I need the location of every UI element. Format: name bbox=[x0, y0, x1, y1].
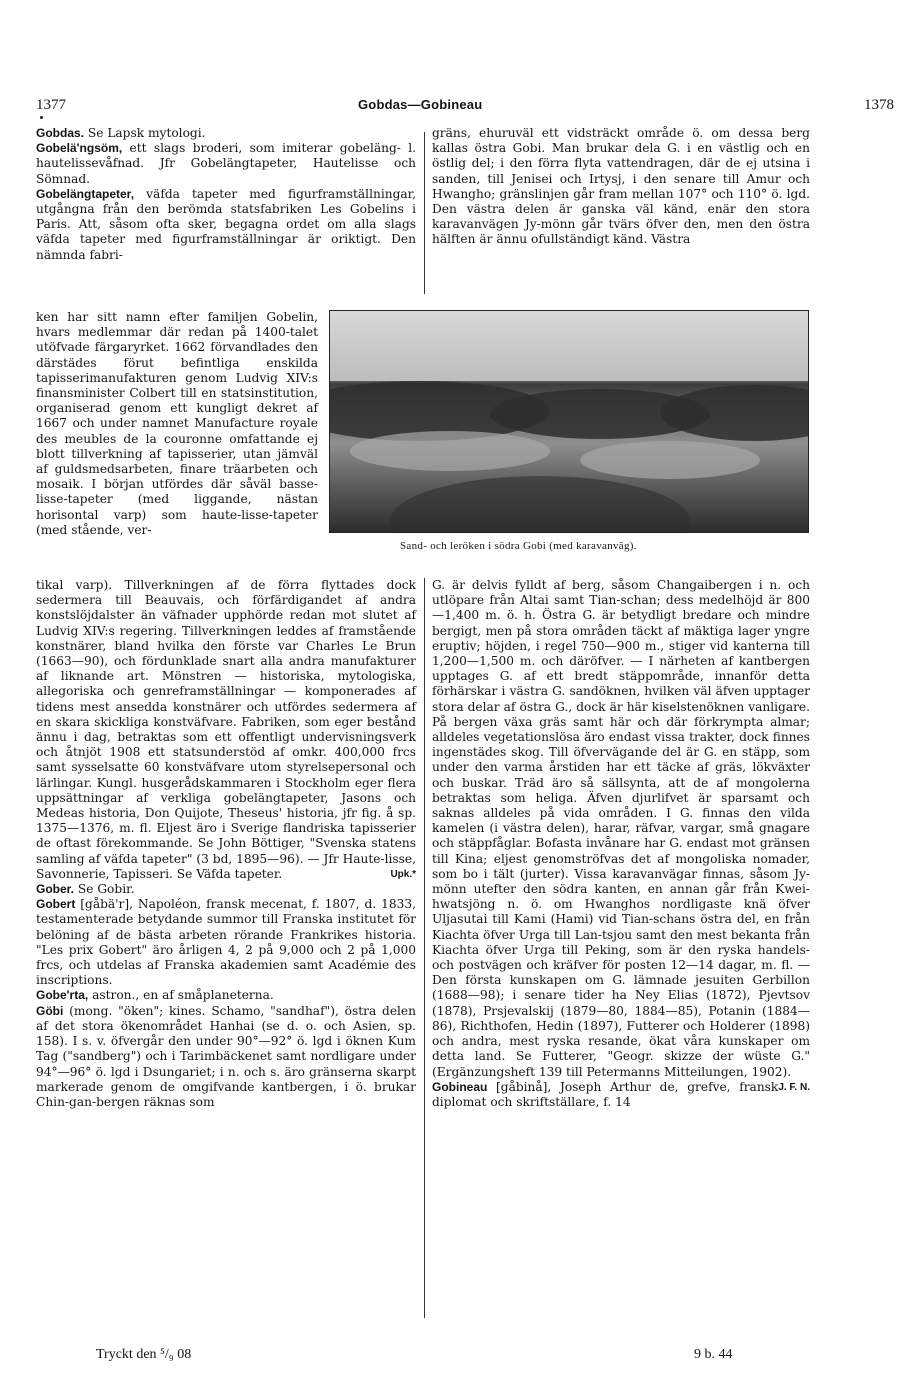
entry-term: Gobineau bbox=[432, 1079, 488, 1094]
entry-term: Gobdas. bbox=[36, 126, 85, 140]
ink-speck bbox=[40, 116, 43, 119]
entry-gobi bbox=[36, 1004, 416, 1110]
left-column-low bbox=[36, 578, 416, 1110]
entry-continuation: gräns, ehuruväl ett vidsträckt område ö. om dessa berg kallas östra Gobi. Man brukar dela G. i en västlig och en östlig del; i den förra flyta vattendragen, där de ej utsina i sanden, till Jenisei och Irtysj, i den senare till Amur och Hwangho; gränslinjen går fram mellan 107° och 110° ö. lgd. Den västra delen är ganska väl känd, enär den stora karavanvägen Jy-mönn går tvärs öfver den, men den östra hälften är ännu ofullständigt känd. Västra bbox=[432, 126, 810, 247]
entry-term: Gober. bbox=[36, 882, 75, 897]
entry-continuation: ken har sitt namn efter familjen Gobelin, hvars medlemmar där redan på 1400-talet utöfvade färgaryrket. 1662 förvandlades den därstädes förut befintliga enskilda tapisserimanufakturen genom Ludvig XIV:s finansminister Colbert till en statsinstitution, organiserad genom ett kungligt dekret af 1667 och under namnet Manufacture royale des meubles de la couronne omfattande ej blott tillverkning af tapisserier, utan jämväl af guldsmedsarbeten, finare träarbeten och mosaik. I början utfördes där såväl basse-lisse-tapeter (med liggande, nästan horisontal varp) som haute-lisse-tapeter (med stående, ver- bbox=[36, 310, 318, 537]
author-signature: J. F. N. bbox=[778, 1081, 810, 1093]
right-column-low bbox=[432, 578, 810, 1110]
entry-gobelangtapeter bbox=[36, 187, 416, 263]
entry-text: [gåbinå], Joseph Arthur de, grefve, fransk diplomat och skriftställare, f. 14 bbox=[432, 1079, 779, 1109]
entry-term: Gobe'rta, bbox=[36, 988, 89, 1003]
page-number-right: 1378 bbox=[864, 97, 894, 113]
entry-text: Se Gobir. bbox=[77, 882, 135, 897]
photo-dune bbox=[660, 385, 809, 441]
entry-gobineau bbox=[432, 1080, 810, 1110]
entry-gobdas bbox=[36, 126, 416, 141]
right-column-top bbox=[432, 126, 810, 248]
entry-term: Gobelä'ngsöm, bbox=[36, 141, 123, 156]
entry-text: ett slags broderi, som imiterar gobeläng- l. hautelissevåfnad. Jfr Gobelängtapeter, Hautelisse och Sömnad. bbox=[36, 141, 416, 186]
entry-text: G. är delvis fylldt af berg, såsom Changaibergen i n. och utlöpare från Altai samt Tian-schan; dess medelhöjd är 800—1,400 m. ö. h. Östra G. är betydligt bredare och mindre bergigt, men på stora områden täckt af mäktiga lager yngre eruptiv; höjden, i regel 750—900 m., stiger vid kanterna till 1,200—1,500 m. och däröfver. — I närheten af kantbergen upptages G. af ett bredt stäppområde, innanför detta förhärskar i västra G. sandöknen, hvilken väl äfven upptager stora delar af östra G., dock är här kiselstenöknen vanligare. På bergen växa gräs samt här och där förkrympta almar; alldeles vegetationslösa äro endast vissa trakter, dock finnes ingenstädes skog. Till öfvervägande del är G. en stäpp, som under den varma årstiden har ett täcke af gräs, lökväxter och buskar. Träd äro så sällsynta, att de af mongolerna betraktas som heliga. Äfven djurlifvet är sparsamt och saknas alldeles på vida områden. I G. finnas den vilda kamelen (i västra delen), harar, räfvar, vargar, små gnagare och stäppfåglar. Bofasta invånare har G. endast mot gränsen till Kina; eljest genomströfvas det af mongoliska nomader, som bo i tält (jurter). Vissa karavanvägar finnas, såsom Jy-mönn utefter den södra kanten, en annan går från Kwei-hwatsjöng n. ö. om Hwanghos nordligaste knä öfver Uljasutai till Kami (Hami) vid Tian-schans östra del, en från Kiachta öfver Urga till Lan-tsjou samt den mest bekanta från Kiachta öfver Urga till Peking, som är den ryska handels- och postvägen och kräfver för posten 12—14 dagar, m. fl. — Den första kunskapen om G. lämnade jesuiten Gerbillon (1688—98); i senare tider ha Ney Elias (1872), Pjevtsov (1878), Prsjevalskij (1879—80, 1884—85), Potanin (1884—86), Richthofen, Hedin (1897), Futterer och Holderer (1898) och andra, mest ryska resande, ökat våra kunskaper om detta land. Se Futterer, "Geogr. skizze der wüste G." (Ergänzungsheft 139 till Petermanns Mitteilungen, 1902). bbox=[432, 578, 810, 1079]
photo-foreground bbox=[390, 476, 690, 533]
photo-sand bbox=[350, 431, 550, 471]
entry-text: [gåbä'r], Napoléon, fransk mecenat, f. 1807, d. 1833, testamenterade betydande summor till Franska institutet för belöning af de bästa arbeten rörande Frankrikes historia. "Les prix Gobert" äro årligen 4, 2 på 9,000 och 2 på 1,000 frcs, och utdelas af Franska akademien samt Académie des inscriptions. bbox=[36, 897, 417, 988]
running-title: Gobdas—Gobineau bbox=[358, 97, 483, 112]
entry-goberta bbox=[36, 988, 416, 1003]
entry-term: Gobert bbox=[36, 897, 76, 912]
column-rule-bottom bbox=[424, 578, 425, 1318]
entry-continuation bbox=[36, 578, 416, 882]
entry-term: Gobelängtapeter, bbox=[36, 186, 135, 201]
entry-gober bbox=[36, 882, 416, 897]
author-signature: Upk.* bbox=[390, 868, 416, 880]
print-date: Tryckt den ⁵/₉ 08 bbox=[96, 1347, 192, 1362]
photo-sky bbox=[330, 311, 808, 381]
entry-gobelangsom bbox=[36, 141, 416, 187]
entry-gobert bbox=[36, 897, 416, 988]
entry-term: Göbi bbox=[36, 1003, 64, 1018]
entry-text: tikal varp). Tillverkningen af de förra flyttades dock sedermera till Beauvais, och förfärdigandet af andra konstslöjdalster än väfnader upphörde redan mot slutet af Ludvig XIV:s regering. Tillverkningen leddes af framstående konstnärer, bland hvilka den förste var Charles Le Brun (1663—90), och fördunklade snart alla andra manufakturer af liknande art. Mönstren — historiska, mytologiska, allegoriska och genreframställningar — komponerades af tidens mest ansedda konstnärer och utfördes sedermera af en skara skickliga konstväfvare. Fabriken, som eger bestånd ännu i dag, betraktas som ett offentligt undervisningsverk och åtnjöt 1908 ett statsunderstöd af omkr. 400,000 frcs samt sysselsatte 60 konstväfvare utom styrelsepersonal och lärlingar. Kungl. husgerådskammaren i Stockholm eger flera uppsättningar af verkliga gobelängtapeter, Jasons och Medeas historia, Don Quijote, Theseus' historia, jfr fig. å sp. 1375—1376, m. fl. Eljest äro i Sverige flandriska tapisserier de oftast förekommande. Se John Böttiger, "Svenska statens samling af väfda tapeter" (3 bd, 1895—96). — Jfr Haute-lisse, Savonnerie, Tapisseri. Se Väfda tapeter. bbox=[36, 578, 416, 881]
column-rule-top bbox=[424, 132, 425, 294]
entry-text: Se Lapsk mytologi. bbox=[87, 126, 206, 140]
desert-photo bbox=[329, 310, 809, 533]
photo-sand bbox=[580, 441, 760, 479]
left-column-top bbox=[36, 126, 416, 263]
signature-mark: 9 b. 44 bbox=[694, 1347, 733, 1362]
photo-caption: Sand- och leröken i södra Gobi (med karavanväg). bbox=[400, 540, 637, 552]
entry-text: väfda tapeter med figurframställningar, utgångna från den berömda statsfabriken Les Gobelins i Paris. Att, såsom ofta sker, begagna ordet om alla slags väfda tapeter med figurframställningar är oriktigt. Den nämnda fabri- bbox=[36, 186, 416, 262]
left-column-wrap bbox=[36, 310, 318, 538]
entry-text: (mong. "öken"; kines. Schamo, "sandhaf"), östra delen af det stora ökenområdet Hanhai (se d. o. och Asien, sp. 158). I s. v. öfvergår den under 90°—92° ö. lgd i öknen Kum Tag ("sandberg") och i Tarimbäckenet samt nordligare under 94°—96° ö. lgd i Dsungariet; i n. och s. äro gränserna skarpt markerade genom de omgifvande kantbergen, i ö. brukar Chin-gan-bergen räknas som bbox=[36, 1003, 416, 1109]
entry-text: astron., en af småplaneterna. bbox=[92, 988, 274, 1003]
page-number-left: 1377 bbox=[36, 97, 66, 113]
